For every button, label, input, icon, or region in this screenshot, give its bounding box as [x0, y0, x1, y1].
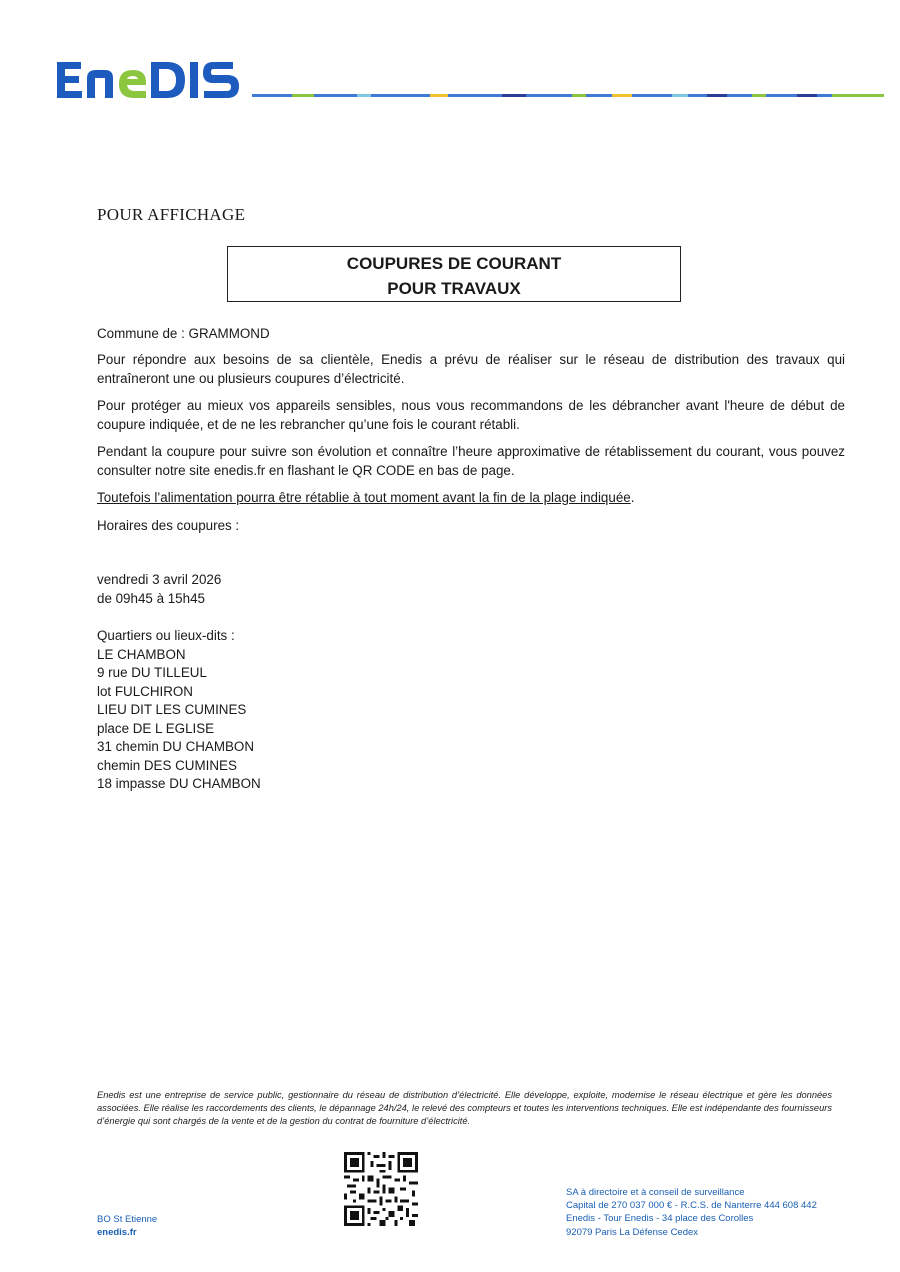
location-item: place DE L EGLISE	[97, 720, 215, 736]
website-link[interactable]: enedis.fr	[97, 1227, 137, 1238]
location-item: LIEU DIT LES CUMINES	[97, 702, 247, 717]
schedule-label: Horaires des coupures :	[97, 518, 240, 533]
qr-code-icon[interactable]	[344, 1152, 418, 1226]
paragraph-2: Pour protéger au mieux vos appareils sensibles, nous vous recommandons de les débrancher avant l'heure de début de coupure indiquée, et de ne les rebrancher qu’une fois le courant rétabli.	[97, 398, 845, 432]
enedis-logo	[55, 58, 245, 102]
location-item: 18 impasse DU CHAMBON	[97, 776, 261, 791]
company-line: 92079 Paris La Défense Cedex	[566, 1226, 699, 1238]
location-item: chemin DES CUMINES	[97, 757, 237, 773]
header-rule	[252, 94, 884, 98]
schedule-block	[97, 571, 221, 608]
schedule-time: de 09h45 à 15h45	[97, 590, 205, 606]
location-item: 9 rue DU TILLEUL	[97, 665, 207, 680]
locations-label: Quartiers ou lieux-dits :	[97, 628, 235, 643]
footer-company-info	[566, 1186, 817, 1239]
warning-text: Toutefois l’alimentation pourra être rétablie à tout moment avant la fin de la plage indiquée	[97, 490, 631, 505]
location-item: lot FULCHIRON	[97, 683, 193, 699]
notice-title-box	[227, 246, 681, 302]
company-line: Enedis - Tour Enedis - 34 place des Corolles	[566, 1213, 754, 1225]
office-name: BO St Etienne	[97, 1214, 158, 1225]
paragraph-3: Pendant la coupure pour suivre son évolution et connaître l’heure approximative de rétablissement du courant, vous pouvez consulter notre site enedis.fr en flashant le QR CODE en bas de page.	[97, 444, 845, 478]
footer-office	[97, 1213, 157, 1239]
warning-line	[97, 488, 845, 507]
posting-label: POUR AFFICHAGE	[97, 205, 246, 224]
company-line: Capital de 270 037 000 € - R.C.S. de Nanterre 444 608 442	[566, 1200, 817, 1212]
location-item: LE CHAMBON	[97, 646, 186, 662]
warning-period: .	[630, 490, 635, 505]
paragraph-1: Pour répondre aux besoins de sa clientèle, Enedis a prévu de réaliser sur le réseau de distribution des travaux qui entraîneront une ou plusieurs coupures d’électricité.	[97, 352, 845, 386]
schedule-date: vendredi 3 avril 2026	[97, 572, 222, 587]
location-item: 31 chemin DU CHAMBON	[97, 739, 255, 754]
title-line-2: POUR TRAVAUX	[387, 279, 521, 298]
footer-legal-notice: Enedis est une entreprise de service public, gestionnaire du réseau de distribution d’électricité. Elle développe, exploite, modernise le réseau électrique et gère les données associées. Elle réalise les raccordements des clients, le dépannage 24h/24, le relevé des compteurs et toutes les interventions techniques. Elle est indépendante des fournisseurs d’énergie qui sont chargés de la vente et de la gestion du contrat de fourniture d’électricité.	[97, 1090, 832, 1127]
title-line-1: COUPURES DE COURANT	[346, 254, 562, 273]
company-line: SA à directoire et à conseil de surveillance	[566, 1187, 745, 1198]
commune-line: Commune de : GRAMMOND	[97, 326, 270, 341]
locations-block	[97, 627, 261, 794]
